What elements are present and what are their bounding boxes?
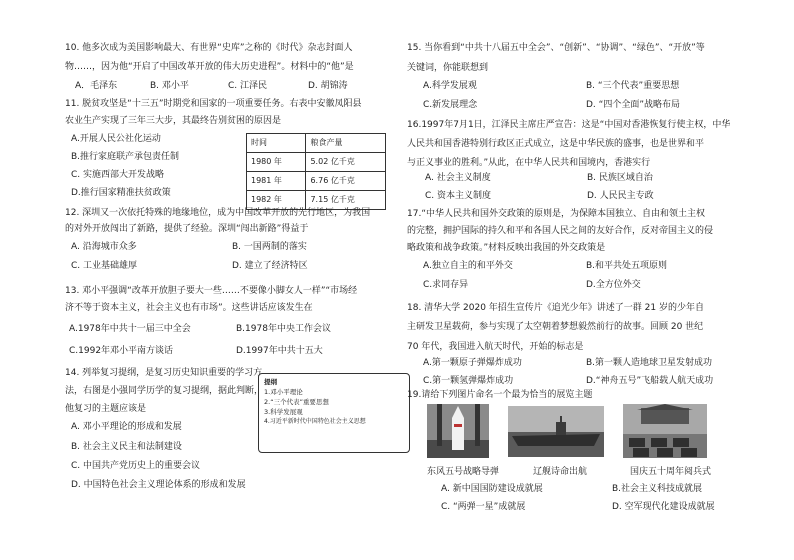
outline-item: 2.“三个代表”重要思想 [264,398,329,406]
q10-option-d[interactable]: D. 胡锦涛 [308,81,348,91]
q15-line1: 15. 当你看到“中共十八届五中全会”、“创新”、“协调”、“绿色”、“开放”等 [407,43,705,53]
carrier-image [508,406,604,457]
q17-line1: 17.“中华人民共和国外交政策的原则是，为保障本国独立、自由和领土主权 [407,209,705,219]
q16-option-c[interactable]: C. 资本主义制度 [425,191,492,201]
outline-item: 3.科学发展观 [264,408,303,416]
q18-option-c[interactable]: C.第一颗氢弹爆炸成功 [423,376,514,386]
q15-option-c[interactable]: C.新发展理念 [423,100,478,110]
parade-image [623,404,707,458]
q18-option-d[interactable]: D.“神舟五号”飞船载人航天成功 [586,376,714,386]
q18-option-a[interactable]: A.第一颗原子弹爆炸成功 [423,358,522,368]
q17-line3: 略政策和战争政策。”材料反映出我国的外交政策是 [407,243,606,253]
outline-title: 提纲 [264,378,277,386]
q11-line2: 农业生产实现了三年三大步，其最终告别贫困的原因是 [65,116,282,126]
q19-option-a[interactable]: A. 新中国国防建设成就展 [441,484,543,494]
table-row [247,172,386,191]
caption-parade: 国庆五十周年阅兵式 [630,467,712,477]
q16-option-b[interactable]: B. 民族区域自治 [587,173,653,183]
q14-option-a[interactable]: A. 邓小平理论的形成和发展 [71,422,182,432]
q16-line1: 16.1997年7月1日，江泽民主席庄严宣告：这是“中国对香港恢复行使主权，中华 [407,120,731,130]
q11-option-c[interactable]: C. 实施西部大开发战略 [71,170,165,180]
q12-option-c[interactable]: C. 工业基础雄厚 [71,261,138,271]
q15-option-a[interactable]: A.科学发展观 [423,81,477,91]
grain-output-table [246,133,386,210]
military-parade-photo [623,404,707,458]
q12-line2: 的对外开放闯出了新路，提供了经验。深圳“闯出新路”得益于 [65,224,309,234]
q11-option-b[interactable]: B.推行家庭联产承包责任制 [71,152,180,162]
q13-line2: 济不等于资本主义，社会主义也有市场”。这些讲话应该发生在 [65,303,313,313]
table-row [247,153,386,172]
review-outline-box [258,373,410,453]
q10-option-c[interactable]: C. 江泽民 [228,81,268,91]
q16-line2: 人民共和国香港特别行政区正式成立，这是中华民族的盛事，也是世界和平 [407,139,705,149]
q18-line2: 主研发卫星载荷，参与实现了太空朝着梦想毅然前行的故事。回顾 20 世纪 [407,322,704,332]
q17-option-b[interactable]: B.和平共处五项原则 [586,261,668,271]
q15-option-b[interactable]: B. “三个代表”重要思想 [586,81,680,91]
q14-option-b[interactable]: B. 社会主义民主和法制建设 [71,442,182,452]
caption-carrier: 辽舰诗命出航 [533,467,588,477]
q15-option-d[interactable]: D. “四个全面”战略布局 [586,100,680,110]
q12-option-a[interactable]: A. 沿海城市众多 [71,242,137,252]
q10-line2: 物……，因为他“开启了中国改革开放的伟大历史进程”。材料中的“他”是 [65,62,354,72]
aircraft-carrier-photo [508,406,604,457]
q13-option-b[interactable]: B.1978年中央工作会议 [236,324,331,334]
q12-line1: 12. 深圳又一次依托特殊的地缘地位，成为中国改革开放的先行地区，为我国 [65,208,371,218]
q11-option-a[interactable]: A.开展人民公社化运动 [71,134,161,144]
table-cell: 1981 年 [247,172,306,191]
q11-option-d[interactable]: D.推行国家精准扶贫政策 [71,188,171,198]
q17-option-a[interactable]: A.独立自主的和平外交 [423,261,513,271]
q19-option-d[interactable]: D. 空军现代化建设成就展 [612,502,715,512]
q18-option-b[interactable]: B.第一颗人造地球卫星发射成功 [586,358,713,368]
q12-option-b[interactable]: B. 一国两制的落实 [232,242,307,252]
outline-item: 1.邓小平理论 [264,388,303,396]
q17-line2: 的完整，拥护国际的持久和平和各国人民之间的友好合作，反对帝国主义的侵 [407,226,714,236]
q19-line1: 19.请给下列图片命名一个最为恰当的展览主题 [407,390,593,400]
table-header-cell: 粮食产量 [306,134,386,153]
q19-option-b[interactable]: B.社会主义科技成就展 [612,484,703,494]
q10-option-b[interactable]: B. 邓小平 [150,81,189,91]
q13-line1: 13. 邓小平强调“改革开放胆子要大一些……不要像小脚女人一样”“市场经 [65,286,358,296]
q16-option-d[interactable]: D. 人民民主专政 [587,191,654,201]
q14-line2: 法，右图是小强同学历学的复习提纲，据此判断， [65,386,264,396]
missile-image [427,404,489,458]
table-header-cell: 时间 [247,134,306,153]
table-cell: 1982 年 [247,191,306,210]
q13-option-d[interactable]: D.1997年中共十五大 [236,346,323,356]
q13-option-c[interactable]: C.1992年邓小平南方谈话 [69,346,174,356]
q15-line2: 关键词，你能联想到 [407,63,489,73]
outline-item: 4.习近平新时代中国特色社会主义思想 [264,418,366,425]
q14-line3: 他复习的主题应该是 [65,404,147,414]
table-cell: 6.76 亿千克 [306,172,386,191]
q10-option-a[interactable]: A．毛泽东 [75,81,118,91]
table-cell: 7.15 亿千克 [306,191,386,210]
q14-option-c[interactable]: C. 中国共产党历史上的重要会议 [71,461,201,471]
q12-option-d[interactable]: D. 建立了经济特区 [232,261,308,271]
q16-option-a[interactable]: A. 社会主义制度 [425,173,491,183]
q18-line3: 70 年代，我国进入航天时代，开始的标志是 [407,342,584,352]
q13-option-a[interactable]: A.1978年中共十一届三中全会 [69,324,191,334]
q16-line3: 与正义事业的胜利。”从此，在中华人民共和国境内，香港实行 [407,158,651,168]
q19-option-c[interactable]: C. “两弹一星”成就展 [441,502,526,512]
table-cell: 1980 年 [247,153,306,172]
q10-line1: 10. 他多次成为美国影响最大、有世界“史库”之称的《时代》杂志封面人 [65,43,353,53]
q17-option-d[interactable]: D.全方位外交 [586,280,641,290]
q17-option-c[interactable]: C.求同存异 [423,280,469,290]
missile-photo [427,404,489,458]
table-header-row [247,134,386,153]
q14-option-d[interactable]: D. 中国特色社会主义理论体系的形成和发展 [71,480,246,490]
q18-line1: 18. 清华大学 2020 年招生宣传片《追光少年》讲述了一群 21 岁的少年自 [407,303,704,313]
q14-line1: 14. 列举复习提纲，是复习历史知识重要的学习方 [65,368,263,378]
caption-missile: 东风五号战略导弹 [427,467,500,477]
q11-line1: 11. 脱贫攻坚是“十三五”时期党和国家的一项重要任务。右表中安徽凤阳县 [65,99,362,109]
table-cell: 5.02 亿千克 [306,153,386,172]
